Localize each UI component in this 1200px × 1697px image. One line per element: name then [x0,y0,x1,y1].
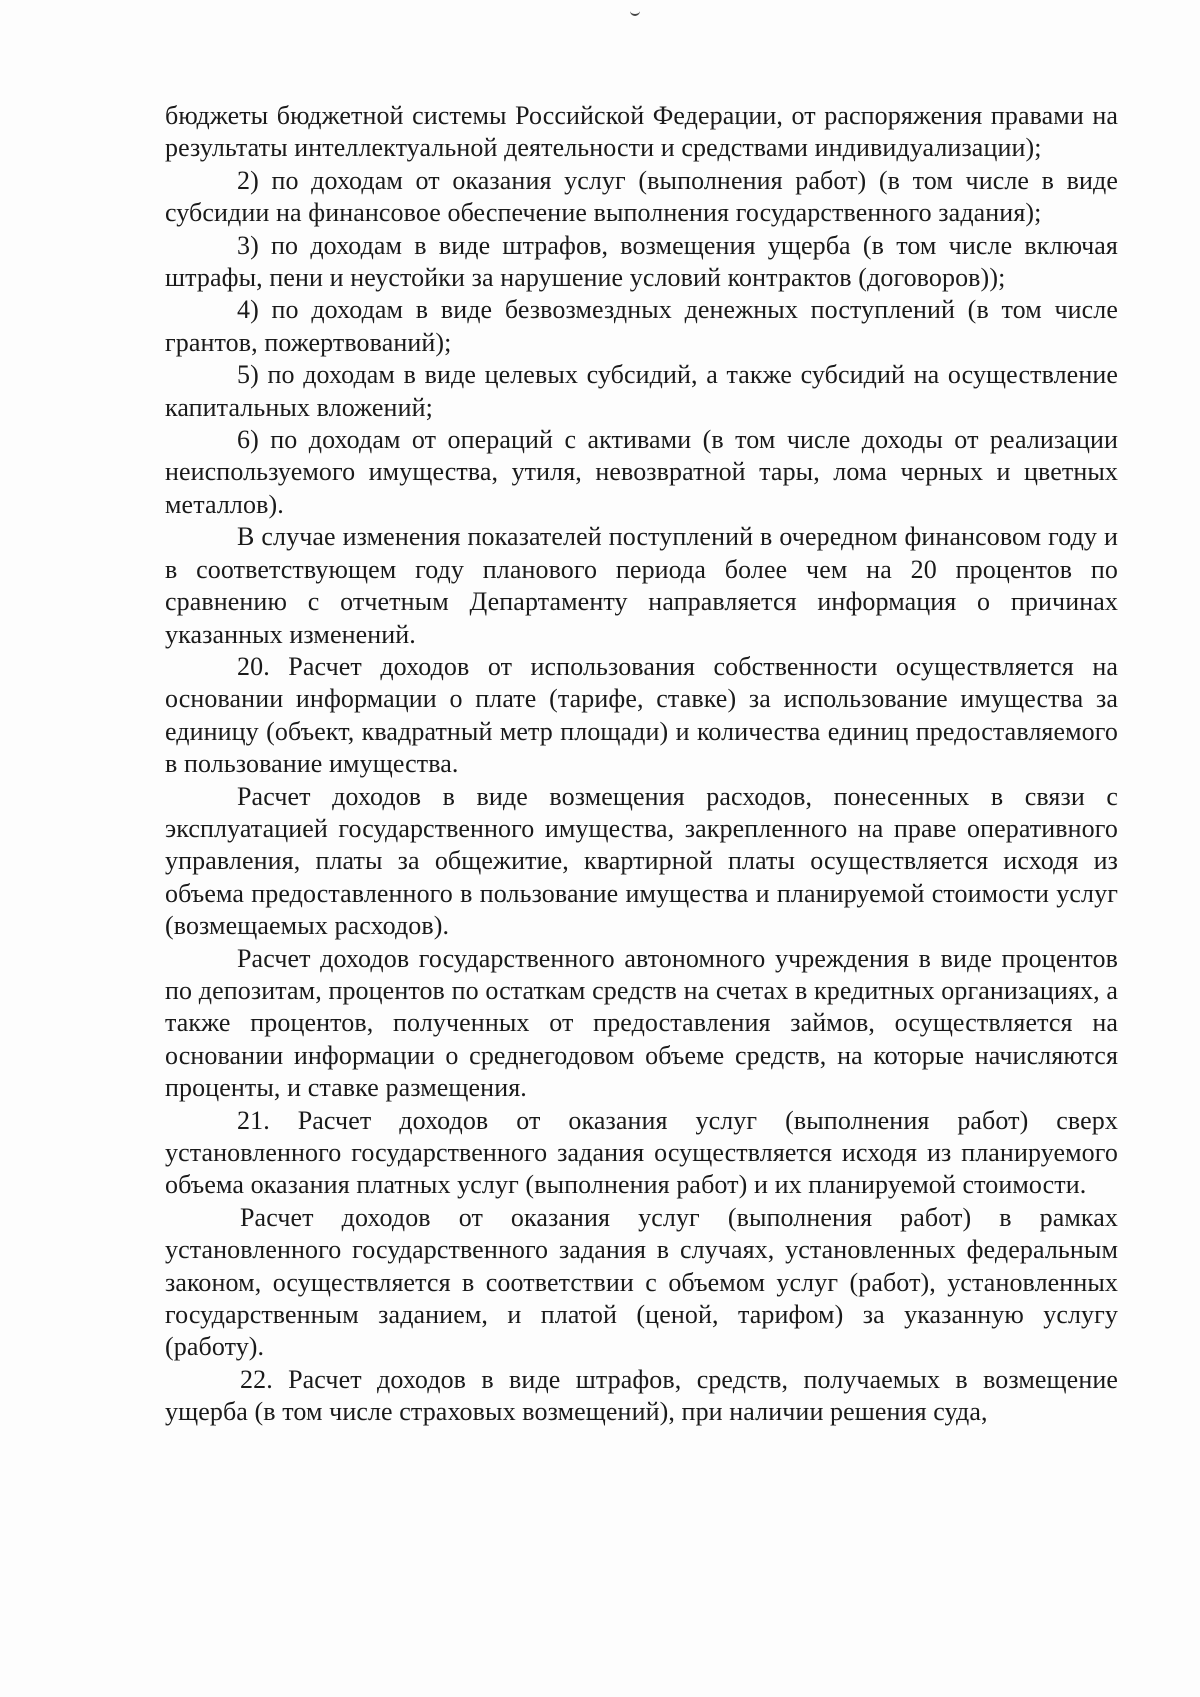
paragraph-item-6: 6) по доходам от операций с активами (в том числе доходы от реализации неиспользуемого имущества, утиля, невозвратной тары, лома черных и цветных металлов). [165,425,1118,519]
scan-artifact-mark [630,8,640,16]
paragraph-item-5: 5) по доходам в виде целевых субсидий, а также субсидий на осуществление капитальных вложений; [165,360,1118,422]
paragraph-section-22: 22. Расчет доходов в виде штрафов, средств, получаемых в возмещение ущерба (в том числе страховых возмещений), при наличии решения суда, [165,1364,1118,1427]
paragraph-section-21: 21. Расчет доходов от оказания услуг (выполнения работ) сверх установленного государственного задания осуществляется исходя из планируемого объема оказания платных услуг (выполнения работ) и их планируемой стоимости. [165,1105,1118,1200]
paragraph-expense-reimbursement: Расчет доходов в виде возмещения расходов, понесенных в связи с эксплуатацией государственного имущества, закрепленного на праве оперативного управления, платы за общежитие, квартирной платы осуществляется исходя из объема предоставленного в пользование имущества и планируемой стоимости услуг (возмещаемых расходов). [165,781,1118,941]
paragraph-state-assignment: Расчет доходов от оказания услуг (выполнения работ) в рамках установленного государственного задания в случаях, установленных федеральным законом, осуществляется в соответствии с объемом услуг (работ), установленных государственным заданием, и платой (ценой, тарифом) за указанную услугу (работу). [165,1202,1118,1362]
paragraph-item-3: 3) по доходам в виде штрафов, возмещения ущерба (в том числе включая штрафы, пени и неустойки за нарушение условий контрактов (договоров)); [165,230,1118,293]
paragraph-item-4: 4) по доходам в виде безвозмездных денежных поступлений (в том числе грантов, пожертвований); [165,295,1118,357]
paragraph-change-notice: В случае изменения показателей поступлений в очередном финансовом году и в соответствующем году планового периода более чем на 20 процентов по сравнению с отчетным Департаменту направляется информация о причинах указанных изменений. [165,522,1118,649]
document-body [165,100,1118,1429]
paragraph-continuation: бюджеты бюджетной системы Российской Федерации, от распоряжения правами на результаты интеллектуальной деятельности и средствами индивидуализации); [165,101,1118,163]
paragraph-item-2: 2) по доходам от оказания услуг (выполнения работ) (в том числе в виде субсидии на финансовое обеспечение выполнения государственного задания); [165,165,1118,228]
paragraph-deposit-interest: Расчет доходов государственного автономного учреждения в виде процентов по депозитам, процентов по остаткам средств на счетах в кредитных организациях, а также процентов, полученных от предоставления займов, осуществляется на основании информации о среднегодовом объеме средств, на которые начисляются проценты, и ставке размещения. [165,943,1118,1103]
paragraph-section-20: 20. Расчет доходов от использования собственности осуществляется на основании информации о плате (тарифе, ставке) за использование имущества за единицу (объект, квадратный метр площади) и количества единиц предоставляемого в пользование имущества. [165,651,1118,779]
